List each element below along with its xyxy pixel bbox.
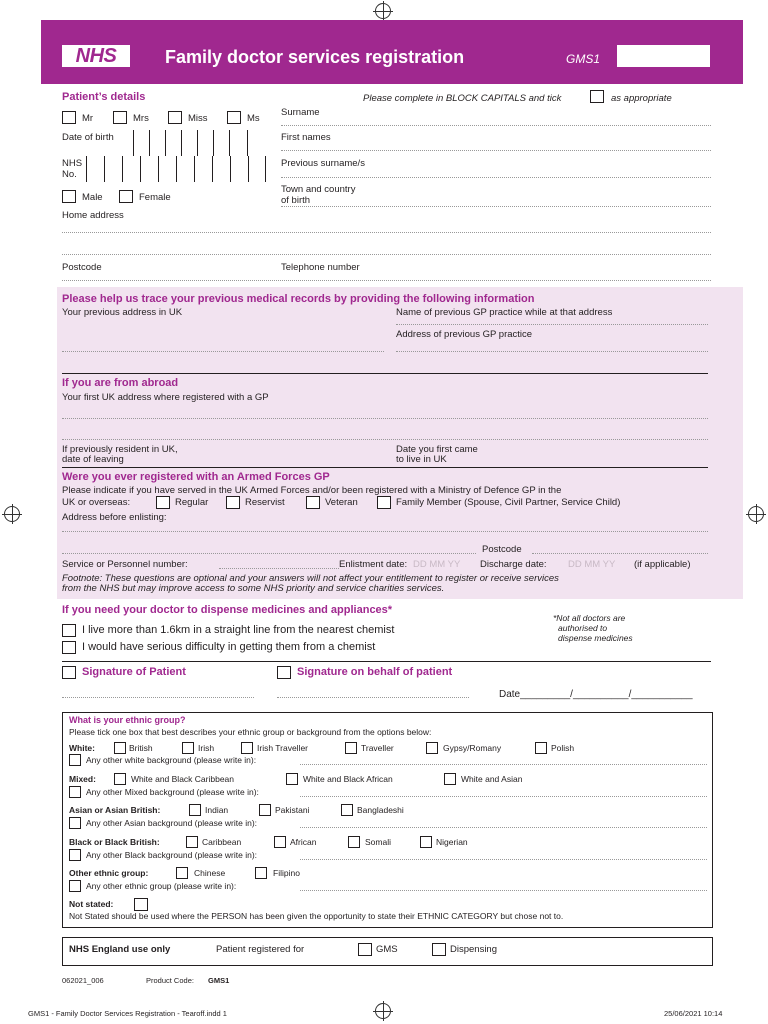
nhs-logo: NHS: [62, 45, 130, 67]
first-names-label: First names: [281, 132, 331, 143]
address-before-enlisting-field-2[interactable]: [62, 553, 476, 554]
dispense-distance-label: I live more than 1.6km in a straight line from the nearest chemist: [82, 624, 395, 636]
family-member-label: Family Member (Spouse, Civil Partner, Service Child): [396, 497, 621, 508]
somali-checkbox[interactable]: [348, 836, 360, 848]
surname-label: Surname: [281, 107, 320, 118]
bangladeshi-checkbox[interactable]: [341, 804, 353, 816]
signature-behalf-label: Signature on behalf of patient: [297, 666, 453, 678]
product-code-label: Product Code:: [146, 976, 194, 985]
gypsy-romany-label: Gypsy/Romany: [443, 743, 502, 753]
white-label: White:: [69, 743, 95, 753]
mixed-label: Mixed:: [69, 774, 96, 784]
other-asian-checkbox[interactable]: [69, 817, 81, 829]
signature-date-field[interactable]: Date_________/__________/___________: [499, 689, 693, 700]
reservist-label: Reservist: [245, 497, 285, 508]
address-before-enlisting-field-1[interactable]: [62, 531, 708, 532]
patient-details-title: Patient’s details: [62, 91, 146, 103]
registered-for-label: Patient registered for: [216, 944, 305, 955]
other-ethnic-field[interactable]: [300, 890, 707, 891]
registration-mark-icon: [375, 3, 391, 19]
other-white-checkbox[interactable]: [69, 754, 81, 766]
footnote-text-2: from the NHS but may improve access to some NHS priority and service charities services.: [62, 583, 445, 594]
nhs-number-label-2: No.: [62, 169, 77, 180]
african-label: African: [290, 837, 317, 847]
regular-label: Regular: [175, 497, 209, 508]
other-black-checkbox[interactable]: [69, 849, 81, 861]
registration-mark-icon: [748, 506, 764, 522]
form-title: Family doctor services registration: [165, 47, 465, 67]
address-before-enlisting-label: Address before enlisting:: [62, 512, 167, 523]
female-checkbox[interactable]: [119, 190, 133, 203]
indian-checkbox[interactable]: [189, 804, 201, 816]
caribbean-label: Caribbean: [202, 837, 242, 847]
date-came-uk-label: Date you first came: [396, 444, 478, 455]
not-stated-note: Not Stated should be used where the PERSON has been given the opportunity to state their ETHNIC CATEGORY but chose not to.: [69, 911, 564, 921]
white-black-caribbean-checkbox[interactable]: [114, 773, 126, 785]
other-mixed-checkbox[interactable]: [69, 786, 81, 798]
irish-traveller-label: Irish Traveller: [257, 743, 309, 753]
town-of-birth-label: Town and country: [281, 184, 356, 195]
surname-field[interactable]: [281, 125, 711, 126]
instruction-text-end: as appropriate: [611, 93, 672, 104]
signature-patient-field[interactable]: [62, 697, 254, 698]
other-mixed-label: Any other Mixed background (please write in):: [86, 787, 259, 797]
other-white-field[interactable]: [300, 764, 707, 765]
family-member-checkbox[interactable]: [377, 496, 391, 509]
previous-address-label: Your previous address in UK: [62, 307, 183, 318]
previous-gp-name-label: Name of previous GP practice while at that address: [396, 307, 613, 318]
first-names-field[interactable]: [281, 150, 711, 151]
trace-records-title: Please help us trace your previous medical records by providing the following information: [62, 293, 535, 305]
print-date: 25/06/2021 10:14: [664, 1009, 723, 1018]
town-of-birth-field[interactable]: [281, 206, 711, 207]
british-label: British: [129, 743, 153, 753]
first-uk-address-field-2[interactable]: [62, 439, 708, 440]
african-checkbox[interactable]: [274, 836, 286, 848]
service-number-label: Service or Personnel number:: [62, 559, 188, 570]
title-miss-checkbox[interactable]: [168, 111, 182, 124]
asian-label: Asian or Asian British:: [69, 805, 161, 815]
nhs-england-label: NHS England use only: [69, 944, 171, 955]
town-of-birth-label-2: of birth: [281, 195, 311, 206]
pakistani-checkbox[interactable]: [259, 804, 271, 816]
title-ms-label: Ms: [247, 113, 260, 124]
other-white-label: Any other white background (please write in):: [86, 755, 257, 765]
dispense-distance-checkbox[interactable]: [62, 624, 76, 637]
discharge-date-field[interactable]: DD MM YY: [568, 559, 616, 570]
white-asian-label: White and Asian: [461, 774, 523, 784]
home-address-field-2[interactable]: [62, 254, 711, 255]
white-black-african-label: White and Black African: [303, 774, 393, 784]
date-of-leaving-label-2: date of leaving: [62, 454, 124, 465]
gms-label: GMS: [376, 944, 398, 955]
dispensing-label: Dispensing: [450, 944, 497, 955]
male-checkbox[interactable]: [62, 190, 76, 203]
other-mixed-field[interactable]: [300, 796, 707, 797]
postcode-telephone-field[interactable]: [62, 280, 711, 281]
signature-behalf-checkbox[interactable]: [277, 666, 291, 679]
date-came-uk-label-2: to live in UK: [396, 454, 447, 465]
male-label: Male: [82, 192, 103, 203]
instruction-tick-sample: [590, 90, 604, 103]
traveller-checkbox[interactable]: [345, 742, 357, 754]
white-black-caribbean-label: White and Black Caribbean: [131, 774, 235, 784]
title-mr-label: Mr: [82, 113, 94, 124]
registration-mark-icon: [375, 1003, 391, 1019]
home-address-label: Home address: [62, 210, 124, 221]
ethnic-title: What is your ethnic group?: [69, 715, 186, 725]
nhs-number-field[interactable]: [86, 156, 266, 182]
other-ethnic-label: Any other ethnic group (please write in):: [86, 881, 237, 891]
traveller-label: Traveller: [361, 743, 394, 753]
telephone-label: Telephone number: [281, 262, 360, 273]
dob-label: Date of birth: [62, 132, 114, 143]
signature-patient-checkbox[interactable]: [62, 666, 76, 679]
registration-mark-icon: [4, 506, 20, 522]
other-asian-field[interactable]: [300, 827, 707, 828]
nigerian-label: Nigerian: [436, 837, 468, 847]
dispense-note-2: authorised to: [558, 623, 608, 633]
not-stated-checkbox[interactable]: [134, 898, 148, 911]
previous-address-field[interactable]: [62, 351, 384, 352]
instruction-text: Please complete in BLOCK CAPITALS and tick: [363, 93, 562, 104]
title-mr-checkbox[interactable]: [62, 111, 76, 124]
not-stated-label: Not stated:: [69, 899, 114, 909]
other-black-label: Any other Black background (please write in):: [86, 850, 258, 860]
divider: [62, 373, 708, 374]
caribbean-checkbox[interactable]: [186, 836, 198, 848]
first-uk-address-label: Your first UK address where registered with a GP: [62, 392, 269, 403]
irish-label: Irish: [198, 743, 215, 753]
dispense-difficulty-checkbox[interactable]: [62, 641, 76, 654]
ethnic-desc: Please tick one box that best describes your ethnic group or background from the options below:: [69, 727, 432, 737]
armed-postcode-field[interactable]: [532, 553, 708, 554]
filipino-checkbox[interactable]: [255, 867, 267, 879]
divider: [62, 467, 708, 468]
form-code: GMS1: [566, 52, 601, 66]
if-applicable-label: (if applicable): [634, 559, 691, 570]
regular-checkbox[interactable]: [156, 496, 170, 509]
polish-checkbox[interactable]: [535, 742, 547, 754]
white-black-african-checkbox[interactable]: [286, 773, 298, 785]
previous-surname-field[interactable]: [281, 177, 711, 178]
dispense-title: If you need your doctor to dispense medicines and appliances*: [62, 604, 393, 616]
irish-traveller-checkbox[interactable]: [241, 742, 253, 754]
veteran-checkbox[interactable]: [306, 496, 320, 509]
footnote-text: Footnote: These questions are optional and your answers will not affect your entitlement to register or receive services: [62, 573, 559, 584]
file-slug: GMS1 - Family Doctor Services Registration - Tearoff.indd 1: [28, 1009, 227, 1018]
gms-checkbox[interactable]: [358, 943, 372, 956]
gypsy-romany-checkbox[interactable]: [426, 742, 438, 754]
title-ms-checkbox[interactable]: [227, 111, 241, 124]
reservist-checkbox[interactable]: [226, 496, 240, 509]
dob-field[interactable]: [133, 130, 265, 156]
first-uk-address-field-1[interactable]: [62, 418, 708, 419]
other-black-field[interactable]: [300, 859, 707, 860]
divider: [62, 661, 711, 662]
nhs-number-label: NHS: [62, 158, 83, 169]
female-label: Female: [139, 192, 171, 203]
previous-gp-address-label: Address of previous GP practice: [396, 329, 533, 340]
previous-gp-address-field[interactable]: [396, 351, 708, 352]
armed-forces-title: Were you ever registered with an Armed Forces GP: [62, 471, 330, 483]
discharge-date-label: Discharge date:: [480, 559, 547, 570]
pakistani-label: Pakistani: [275, 805, 310, 815]
indian-label: Indian: [205, 805, 229, 815]
enlistment-date-field[interactable]: DD MM YY: [413, 559, 461, 570]
polish-label: Polish: [551, 743, 575, 753]
postcode-label: Postcode: [62, 262, 102, 273]
white-asian-checkbox[interactable]: [444, 773, 456, 785]
other-ethnic-checkbox[interactable]: [69, 880, 81, 892]
veteran-label: Veteran: [325, 497, 358, 508]
other-asian-label: Any other Asian background (please write in):: [86, 818, 258, 828]
armed-forces-desc-2: UK or overseas:: [62, 497, 131, 508]
dispense-difficulty-label: I would have serious difficulty in getting them from a chemist: [82, 641, 376, 653]
previous-surname-label: Previous surname/s: [281, 158, 365, 169]
previous-gp-name-field[interactable]: [396, 324, 708, 325]
enlistment-date-label: Enlistment date:: [339, 559, 408, 570]
document-ref: 062021_006: [62, 976, 104, 985]
somali-label: Somali: [365, 837, 391, 847]
home-address-field-1[interactable]: [62, 232, 711, 233]
irish-checkbox[interactable]: [182, 742, 194, 754]
dispensing-checkbox[interactable]: [432, 943, 446, 956]
nigerian-checkbox[interactable]: [420, 836, 432, 848]
title-mrs-label: Mrs: [133, 113, 149, 124]
form-code-field[interactable]: [617, 45, 710, 67]
abroad-title: If you are from abroad: [62, 377, 179, 389]
title-miss-label: Miss: [188, 113, 208, 124]
title-mrs-checkbox[interactable]: [113, 111, 127, 124]
black-label: Black or Black British:: [69, 837, 160, 847]
signature-behalf-field[interactable]: [277, 697, 469, 698]
date-of-leaving-label: If previously resident in UK,: [62, 444, 178, 455]
dispense-note-3: dispense medicines: [558, 633, 633, 643]
armed-postcode-label: Postcode: [482, 544, 522, 555]
bangladeshi-label: Bangladeshi: [357, 805, 404, 815]
armed-forces-desc: Please indicate if you have served in the UK Armed Forces and/or been registered with a Ministry of Defence GP in the: [62, 485, 562, 496]
british-checkbox[interactable]: [114, 742, 126, 754]
service-number-field[interactable]: [219, 568, 339, 569]
other-group-label: Other ethnic group:: [69, 868, 149, 878]
filipino-label: Filipino: [273, 868, 300, 878]
chinese-label: Chinese: [194, 868, 226, 878]
dispense-note: *Not all doctors are: [553, 613, 626, 623]
product-code: GMS1: [208, 976, 230, 985]
chinese-checkbox[interactable]: [176, 867, 188, 879]
signature-patient-label: Signature of Patient: [82, 666, 186, 678]
